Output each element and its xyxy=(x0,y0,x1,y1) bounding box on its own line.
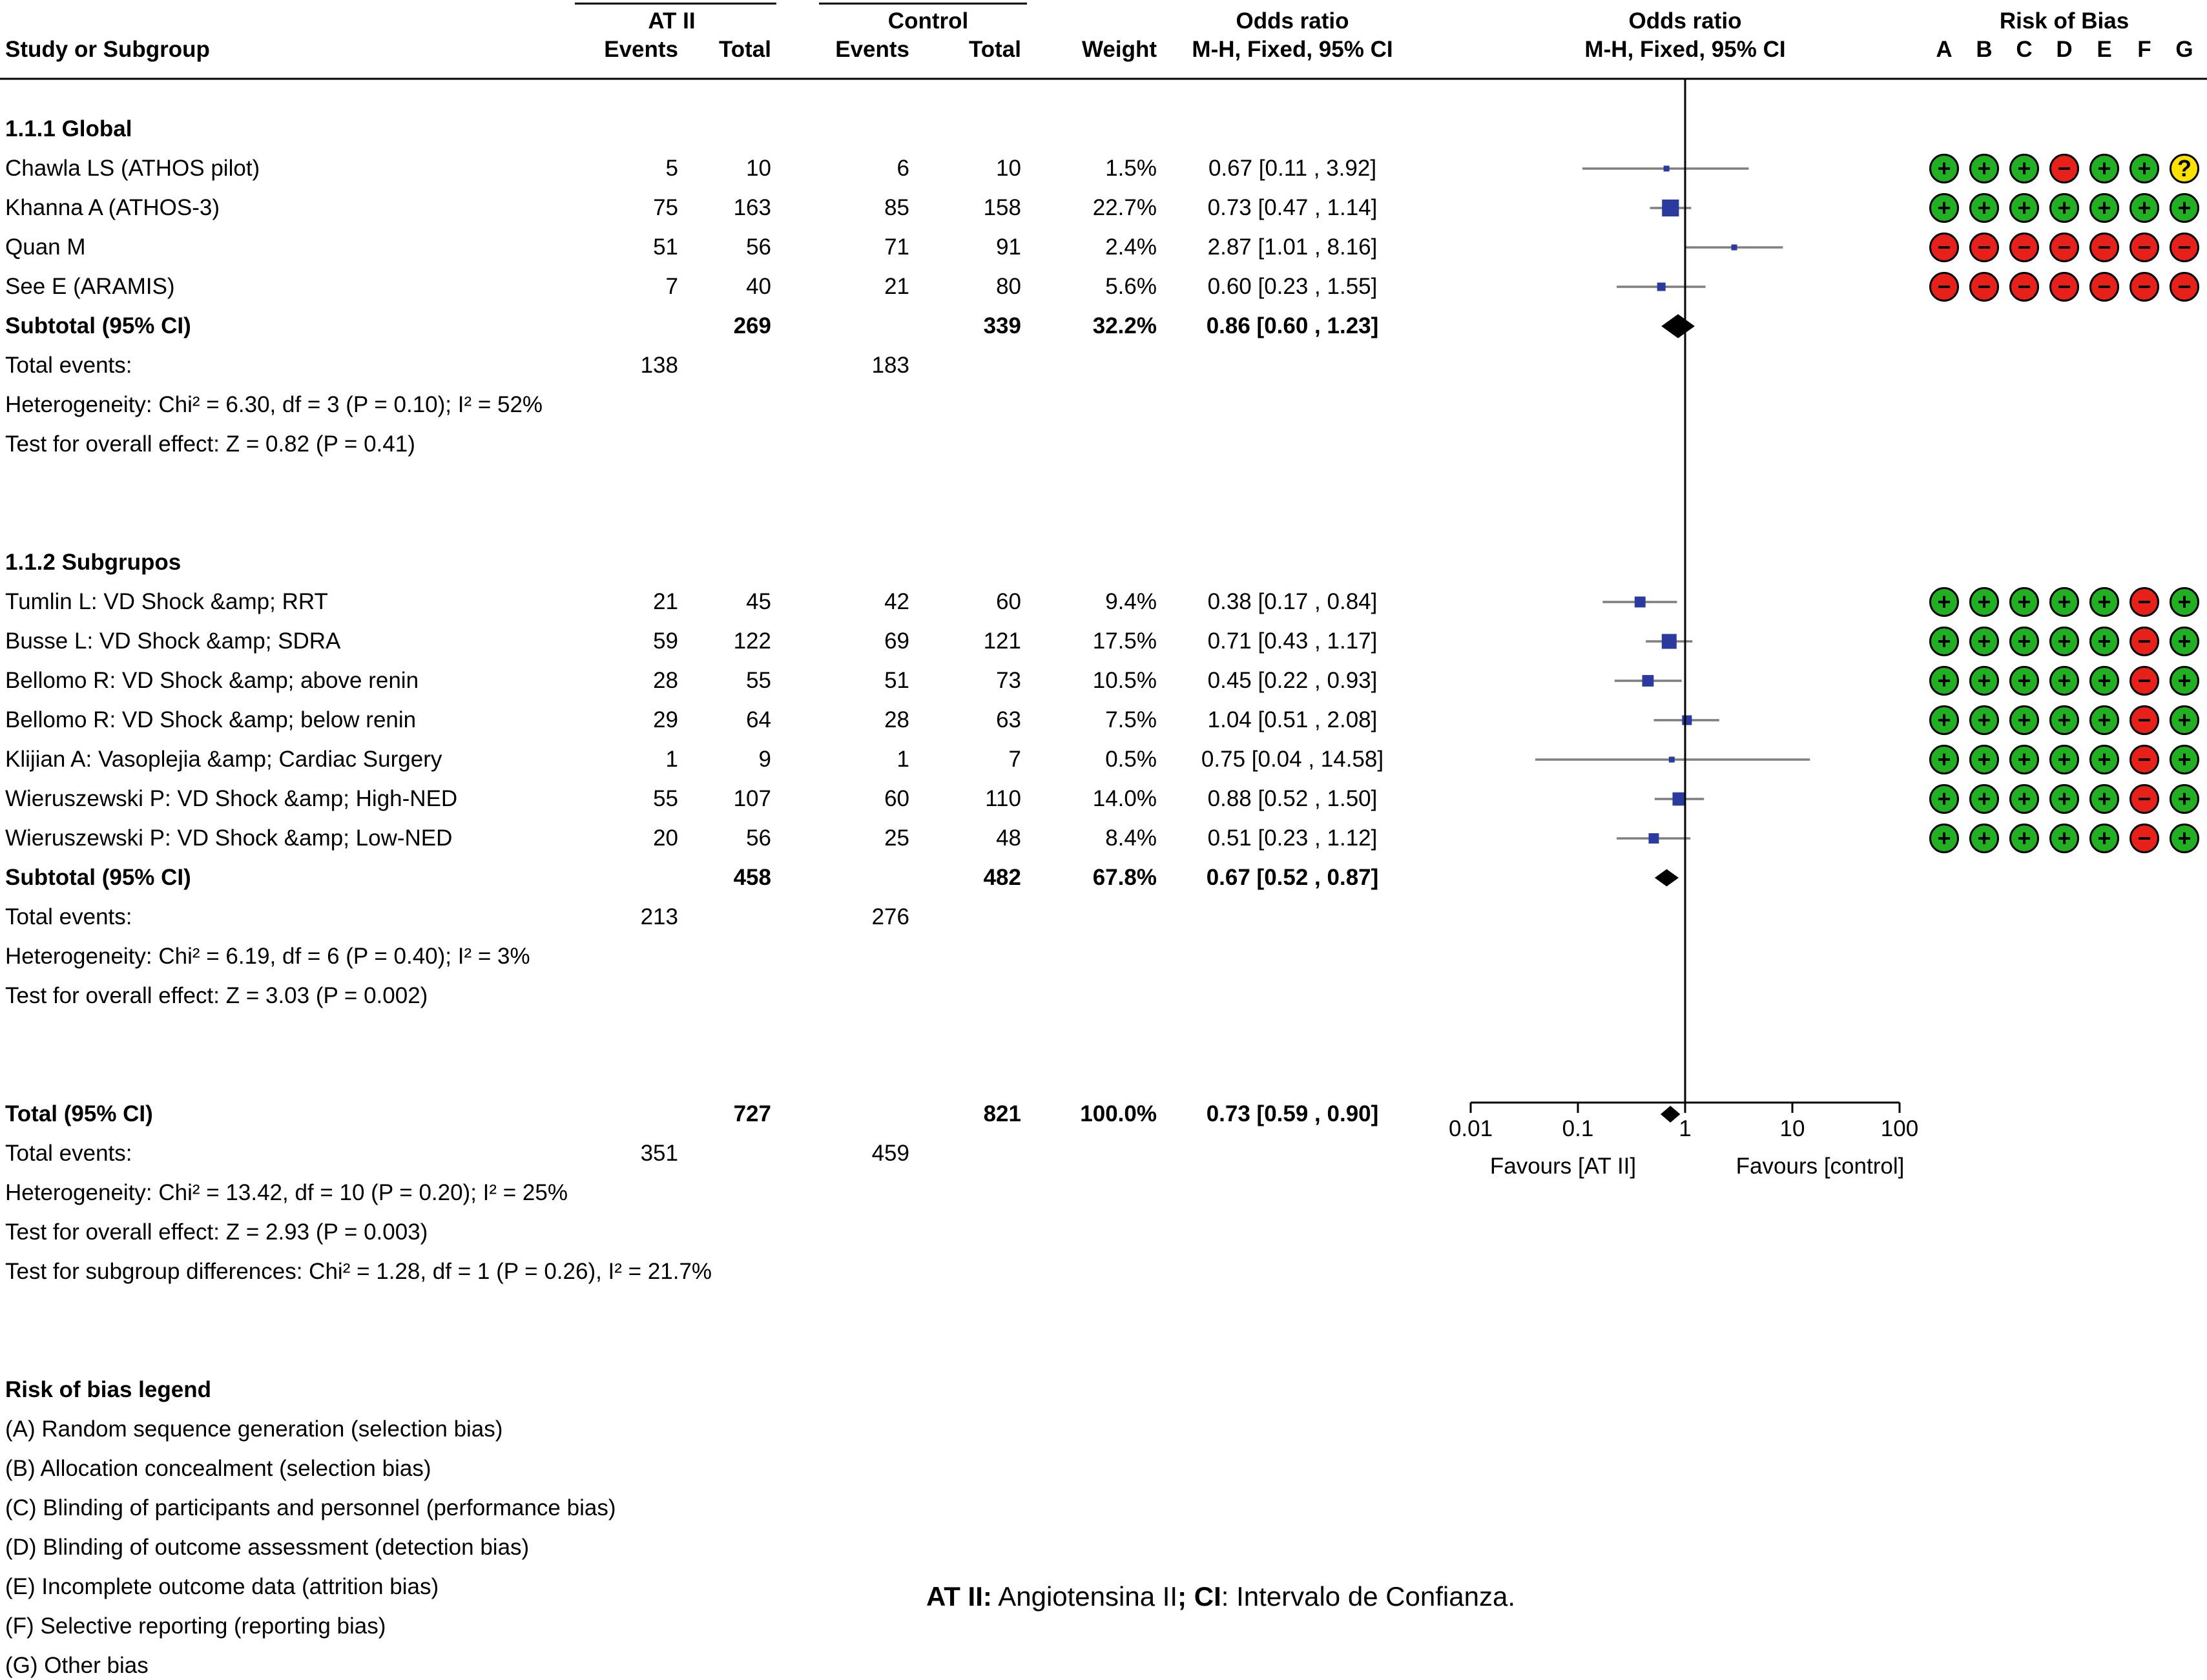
total-label: Total (95% CI) xyxy=(5,1101,153,1126)
rob-low-risk-icon: + xyxy=(1929,784,1959,814)
total-events-label: Total events: xyxy=(5,904,132,929)
weight-value: 2.4% xyxy=(1105,234,1157,260)
events-control-value: 69 xyxy=(884,628,909,654)
events-control-value: 21 xyxy=(884,274,909,299)
total-events-control: 459 xyxy=(871,1141,909,1166)
summary-stat: Heterogeneity: Chi² = 13.42, df = 10 (P = 0.20); I² = 25% xyxy=(5,1180,568,1205)
heterogeneity-stat: Heterogeneity: Chi² = 6.30, df = 3 (P = 0.10); I² = 52% xyxy=(5,392,543,417)
rob-low-risk-icon: + xyxy=(2049,627,2079,656)
rob-low-risk-icon: + xyxy=(2170,627,2199,656)
total-control-value: 60 xyxy=(996,589,1021,614)
or-ci-value: 0.67 [0.11 , 3.92] xyxy=(1208,156,1377,181)
column-group-odds-ratio-plot: Odds ratio xyxy=(1628,8,1742,34)
events-control-value: 71 xyxy=(884,234,909,260)
rob-low-risk-icon: + xyxy=(1969,824,1999,853)
total-at2-value: 64 xyxy=(746,707,771,732)
rob-low-risk-icon: + xyxy=(2089,627,2119,656)
events-at2-value: 55 xyxy=(653,786,678,811)
rob-low-risk-icon: + xyxy=(2089,193,2119,223)
rob-high-risk-icon: − xyxy=(2089,233,2119,262)
grand-total-control: 821 xyxy=(983,1101,1021,1126)
rob-low-risk-icon: + xyxy=(1929,666,1959,696)
column-group-risk-of-bias: Risk of Bias xyxy=(1999,8,2129,34)
rob-low-risk-icon: + xyxy=(1969,784,1999,814)
rob-low-risk-icon: + xyxy=(1969,705,1999,735)
total-control-value: 48 xyxy=(996,825,1021,851)
rob-low-risk-icon: + xyxy=(1929,705,1959,735)
weight-value: 17.5% xyxy=(1092,628,1157,654)
rob-column-letter: G xyxy=(2175,37,2193,62)
effect-marker xyxy=(1662,200,1679,216)
rob-high-risk-icon: − xyxy=(2009,272,2039,302)
x-axis-tick-label: 1 xyxy=(1679,1116,1692,1141)
weight-value: 1.5% xyxy=(1105,156,1157,181)
rob-low-risk-icon: + xyxy=(2049,666,2079,696)
effect-marker xyxy=(1648,833,1659,844)
total-at2-value: 9 xyxy=(758,747,771,772)
rob-low-risk-icon: + xyxy=(2089,705,2119,735)
x-axis-tick-label: 0.01 xyxy=(1448,1116,1493,1141)
rob-low-risk-icon: + xyxy=(2009,745,2039,774)
study-label: Klijian A: Vasoplejia &amp; Cardiac Surgery xyxy=(5,747,442,772)
column-header-mh-fixed-text: M-H, Fixed, 95% CI xyxy=(1192,37,1393,62)
or-ci-value: 0.51 [0.23 , 1.12] xyxy=(1207,825,1378,851)
column-header-total-control: Total xyxy=(968,37,1021,62)
rob-low-risk-icon: + xyxy=(1929,193,1959,223)
events-control-value: 28 xyxy=(884,707,909,732)
favours-left-label: Favours [AT II] xyxy=(1489,1154,1637,1179)
column-group-at2: AT II xyxy=(648,8,696,34)
rob-high-risk-icon: − xyxy=(2049,272,2079,302)
events-at2-value: 1 xyxy=(665,747,678,772)
rob-low-risk-icon: + xyxy=(2009,627,2039,656)
rob-low-risk-icon: + xyxy=(2009,193,2039,223)
rob-column-letter: E xyxy=(2097,37,2112,62)
rob-low-risk-icon: + xyxy=(2089,666,2119,696)
subgroup-title: 1.1.2 Subgrupos xyxy=(5,550,181,575)
rob-low-risk-icon: + xyxy=(1969,666,1999,696)
caption-segment: AT II: xyxy=(926,1581,992,1612)
rob-legend-item: (F) Selective reporting (reporting bias) xyxy=(5,1613,386,1639)
or-ci-value: 0.71 [0.43 , 1.17] xyxy=(1207,628,1378,654)
rob-low-risk-icon: + xyxy=(2049,784,2079,814)
total-control-value: 80 xyxy=(996,274,1021,299)
total-control-value: 10 xyxy=(996,156,1021,181)
rob-low-risk-icon: + xyxy=(2049,587,2079,617)
rob-high-risk-icon: − xyxy=(2129,627,2159,656)
events-at2-value: 20 xyxy=(653,825,678,851)
study-label: Bellomo R: VD Shock &amp; below renin xyxy=(5,707,417,732)
column-header-mh-fixed-plot: M-H, Fixed, 95% CI xyxy=(1584,37,1786,62)
or-ci-value: 0.60 [0.23 , 1.55] xyxy=(1207,274,1378,299)
rob-high-risk-icon: − xyxy=(1929,272,1959,302)
study-label: See E (ARAMIS) xyxy=(5,274,175,299)
rob-low-risk-icon: + xyxy=(2089,824,2119,853)
column-header-events-at2: Events xyxy=(604,37,678,62)
or-ci-value: 0.75 [0.04 , 14.58] xyxy=(1201,747,1384,772)
events-control-value: 6 xyxy=(896,156,909,181)
rob-legend-item: (D) Blinding of outcome assessment (detection bias) xyxy=(5,1535,530,1560)
overall-effect-stat: Test for overall effect: Z = 3.03 (P = 0.002) xyxy=(5,983,428,1008)
rob-low-risk-icon: + xyxy=(1929,627,1959,656)
rob-low-risk-icon: + xyxy=(2129,154,2159,183)
total-control-value: 63 xyxy=(996,707,1021,732)
total-control-value: 158 xyxy=(983,195,1021,220)
subtotal-label: Subtotal (95% CI) xyxy=(5,865,191,890)
rob-column-letter: D xyxy=(2056,37,2073,62)
rob-low-risk-icon: + xyxy=(2089,745,2119,774)
rob-low-risk-icon: + xyxy=(1929,587,1959,617)
events-at2-value: 59 xyxy=(653,628,678,654)
rob-low-risk-icon: + xyxy=(2089,154,2119,183)
effect-marker xyxy=(1732,245,1737,251)
rob-column-letter: C xyxy=(2016,37,2033,62)
caption-segment: ; CI xyxy=(1177,1581,1221,1612)
rob-column-letter: A xyxy=(1936,37,1953,62)
column-header-study: Study or Subgroup xyxy=(5,37,210,62)
or-ci-value: 0.38 [0.17 , 0.84] xyxy=(1207,589,1378,614)
rob-high-risk-icon: − xyxy=(2049,154,2079,183)
subtotal-label: Subtotal (95% CI) xyxy=(5,313,191,338)
total-at2-value: 56 xyxy=(746,234,771,260)
rob-low-risk-icon: + xyxy=(2089,784,2119,814)
column-group-odds-ratio-text: Odds ratio xyxy=(1236,8,1349,34)
column-group-control: Control xyxy=(887,8,969,34)
or-ci-value: 0.45 [0.22 , 0.93] xyxy=(1207,668,1378,693)
events-control-value: 85 xyxy=(884,195,909,220)
rob-legend-item: (C) Blinding of participants and personnel (performance bias) xyxy=(5,1495,616,1520)
rob-low-risk-icon: + xyxy=(2170,745,2199,774)
total-events-control: 183 xyxy=(871,353,909,378)
rob-unclear-risk-icon: ? xyxy=(2170,154,2199,183)
total-at2-value: 56 xyxy=(746,825,771,851)
rob-low-risk-icon: + xyxy=(1969,627,1999,656)
subtotal-total-at2: 269 xyxy=(733,313,771,338)
column-header-events-control: Events xyxy=(835,37,909,62)
weight-value: 5.6% xyxy=(1105,274,1157,299)
rob-low-risk-icon: + xyxy=(2129,193,2159,223)
rob-low-risk-icon: + xyxy=(2089,587,2119,617)
effect-marker xyxy=(1635,597,1646,608)
total-events-label: Total events: xyxy=(5,1141,132,1166)
x-axis-tick-label: 10 xyxy=(1779,1116,1805,1141)
grand-total-at2: 727 xyxy=(733,1101,771,1126)
grand-total-or-ci: 0.73 [0.59 , 0.90] xyxy=(1206,1101,1379,1126)
events-at2-value: 29 xyxy=(653,707,678,732)
rob-low-risk-icon: + xyxy=(2049,705,2079,735)
rob-high-risk-icon: − xyxy=(2129,705,2159,735)
rob-low-risk-icon: + xyxy=(2009,824,2039,853)
summary-stat: Test for overall effect: Z = 2.93 (P = 0.003) xyxy=(5,1219,428,1245)
rob-high-risk-icon: − xyxy=(2129,587,2159,617)
overall-effect-stat: Test for overall effect: Z = 0.82 (P = 0.41) xyxy=(5,431,415,457)
events-at2-value: 28 xyxy=(653,668,678,693)
rob-low-risk-icon: + xyxy=(1969,193,1999,223)
total-at2-value: 163 xyxy=(733,195,771,220)
grand-total-weight: 100.0% xyxy=(1080,1101,1157,1126)
total-at2-value: 122 xyxy=(733,628,771,654)
events-at2-value: 7 xyxy=(665,274,678,299)
effect-marker xyxy=(1664,166,1670,172)
rob-low-risk-icon: + xyxy=(2009,705,2039,735)
total-events-at2: 138 xyxy=(640,353,678,378)
weight-value: 9.4% xyxy=(1105,589,1157,614)
total-at2-value: 40 xyxy=(746,274,771,299)
rob-low-risk-icon: + xyxy=(2009,666,2039,696)
weight-value: 22.7% xyxy=(1092,195,1157,220)
effect-marker xyxy=(1682,715,1692,725)
rob-low-risk-icon: + xyxy=(1969,745,1999,774)
total-at2-value: 107 xyxy=(733,786,771,811)
total-control-value: 7 xyxy=(1008,747,1021,772)
rob-low-risk-icon: + xyxy=(2170,784,2199,814)
total-at2-value: 55 xyxy=(746,668,771,693)
events-control-value: 42 xyxy=(884,589,909,614)
column-header-weight: Weight xyxy=(1081,37,1157,62)
or-ci-value: 2.87 [1.01 , 8.16] xyxy=(1207,234,1378,260)
rob-high-risk-icon: − xyxy=(1929,233,1959,262)
total-diamond xyxy=(1661,1106,1680,1123)
rob-low-risk-icon: + xyxy=(1929,745,1959,774)
effect-marker xyxy=(1662,634,1677,648)
rob-low-risk-icon: + xyxy=(1969,587,1999,617)
weight-value: 10.5% xyxy=(1092,668,1157,693)
events-control-value: 51 xyxy=(884,668,909,693)
rob-low-risk-icon: + xyxy=(2170,824,2199,853)
events-at2-value: 75 xyxy=(653,195,678,220)
column-header-total-at2: Total xyxy=(718,37,771,62)
study-label: Khanna A (ATHOS-3) xyxy=(5,195,220,220)
total-control-value: 121 xyxy=(983,628,1021,654)
rob-high-risk-icon: − xyxy=(2129,745,2159,774)
rob-column-letter: B xyxy=(1976,37,1993,62)
total-control-value: 110 xyxy=(985,786,1021,811)
total-at2-value: 45 xyxy=(746,589,771,614)
rob-high-risk-icon: − xyxy=(2129,233,2159,262)
x-axis-tick-label: 100 xyxy=(1880,1116,1919,1141)
or-ci-value: 0.73 [0.47 , 1.14] xyxy=(1207,195,1378,220)
figure-caption xyxy=(926,1580,1515,1613)
subtotal-or-ci: 0.67 [0.52 , 0.87] xyxy=(1206,865,1379,890)
study-label: Wieruszewski P: VD Shock &amp; High-NED xyxy=(5,786,458,811)
caption-segment: Angiotensina II xyxy=(991,1581,1178,1612)
study-label: Busse L: VD Shock &amp; SDRA xyxy=(5,628,341,654)
study-label: Chawla LS (ATHOS pilot) xyxy=(5,156,260,181)
events-control-value: 1 xyxy=(896,747,909,772)
weight-value: 14.0% xyxy=(1092,786,1157,811)
total-at2-value: 10 xyxy=(746,156,771,181)
rob-low-risk-icon: + xyxy=(1929,154,1959,183)
effect-marker xyxy=(1657,282,1666,291)
rob-high-risk-icon: − xyxy=(2049,233,2079,262)
subtotal-weight: 32.2% xyxy=(1092,313,1157,338)
rob-high-risk-icon: − xyxy=(2170,272,2199,302)
rob-low-risk-icon: + xyxy=(1969,154,1999,183)
rob-low-risk-icon: + xyxy=(2049,824,2079,853)
rob-legend-item: (A) Random sequence generation (selection bias) xyxy=(5,1416,503,1442)
rob-high-risk-icon: − xyxy=(2009,233,2039,262)
total-events-at2: 351 xyxy=(640,1141,678,1166)
events-at2-value: 51 xyxy=(653,234,678,260)
rob-low-risk-icon: + xyxy=(1929,824,1959,853)
events-at2-value: 21 xyxy=(653,589,678,614)
rob-legend-item: (B) Allocation concealment (selection bias) xyxy=(5,1456,431,1481)
total-control-value: 73 xyxy=(996,668,1021,693)
subtotal-diamond xyxy=(1655,869,1679,887)
total-events-control: 276 xyxy=(871,904,909,929)
rob-high-risk-icon: − xyxy=(2129,272,2159,302)
study-label: Wieruszewski P: VD Shock &amp; Low-NED xyxy=(5,825,453,851)
subtotal-total-control: 339 xyxy=(983,313,1021,338)
study-label: Quan M xyxy=(5,234,86,260)
subtotal-diamond xyxy=(1661,314,1695,338)
effect-marker xyxy=(1672,793,1686,806)
rob-high-risk-icon: − xyxy=(2129,784,2159,814)
rob-legend-title: Risk of bias legend xyxy=(5,1377,211,1402)
rob-legend-item: (E) Incomplete outcome data (attrition bias) xyxy=(5,1574,439,1599)
total-events-at2: 213 xyxy=(640,904,678,929)
subgroup-title: 1.1.1 Global xyxy=(5,116,132,141)
rob-high-risk-icon: − xyxy=(2170,233,2199,262)
rob-low-risk-icon: + xyxy=(2009,587,2039,617)
favours-right-label: Favours [control] xyxy=(1736,1154,1905,1179)
weight-value: 8.4% xyxy=(1105,825,1157,851)
total-control-value: 91 xyxy=(996,234,1021,260)
rob-high-risk-icon: − xyxy=(2129,666,2159,696)
study-label: Bellomo R: VD Shock &amp; above renin xyxy=(5,668,419,693)
summary-stat: Test for subgroup differences: Chi² = 1.28, df = 1 (P = 0.26), I² = 21.7% xyxy=(5,1259,712,1284)
x-axis-tick-label: 0.1 xyxy=(1562,1116,1594,1141)
subtotal-total-control: 482 xyxy=(983,865,1021,890)
total-events-label: Total events: xyxy=(5,353,132,378)
rob-low-risk-icon: + xyxy=(2009,154,2039,183)
rob-legend-item: (G) Other bias xyxy=(5,1653,149,1678)
heterogeneity-stat: Heterogeneity: Chi² = 6.19, df = 6 (P = 0.40); I² = 3% xyxy=(5,944,530,969)
rob-high-risk-icon: − xyxy=(1969,233,1999,262)
rob-low-risk-icon: + xyxy=(2049,193,2079,223)
caption-segment: : Intervalo de Confianza. xyxy=(1221,1581,1516,1612)
subtotal-total-at2: 458 xyxy=(733,865,771,890)
rob-low-risk-icon: + xyxy=(2170,705,2199,735)
events-control-value: 60 xyxy=(884,786,909,811)
events-at2-value: 5 xyxy=(665,156,678,181)
or-ci-value: 1.04 [0.51 , 2.08] xyxy=(1207,707,1378,732)
rob-low-risk-icon: + xyxy=(2049,745,2079,774)
rob-high-risk-icon: − xyxy=(2089,272,2119,302)
effect-marker xyxy=(1642,675,1654,687)
events-control-value: 25 xyxy=(884,825,909,851)
weight-value: 7.5% xyxy=(1105,707,1157,732)
weight-value: 0.5% xyxy=(1105,747,1157,772)
or-ci-value: 0.88 [0.52 , 1.50] xyxy=(1207,786,1378,811)
rob-high-risk-icon: − xyxy=(2129,824,2159,853)
rob-low-risk-icon: + xyxy=(2009,784,2039,814)
rob-low-risk-icon: + xyxy=(2170,587,2199,617)
rob-low-risk-icon: + xyxy=(2170,666,2199,696)
subtotal-weight: 67.8% xyxy=(1092,865,1157,890)
effect-marker xyxy=(1669,757,1675,763)
subtotal-or-ci: 0.86 [0.60 , 1.23] xyxy=(1206,313,1379,338)
study-label: Tumlin L: VD Shock &amp; RRT xyxy=(5,589,328,614)
rob-low-risk-icon: + xyxy=(2170,193,2199,223)
rob-column-letter: F xyxy=(2137,37,2151,62)
rob-high-risk-icon: − xyxy=(1969,272,1999,302)
